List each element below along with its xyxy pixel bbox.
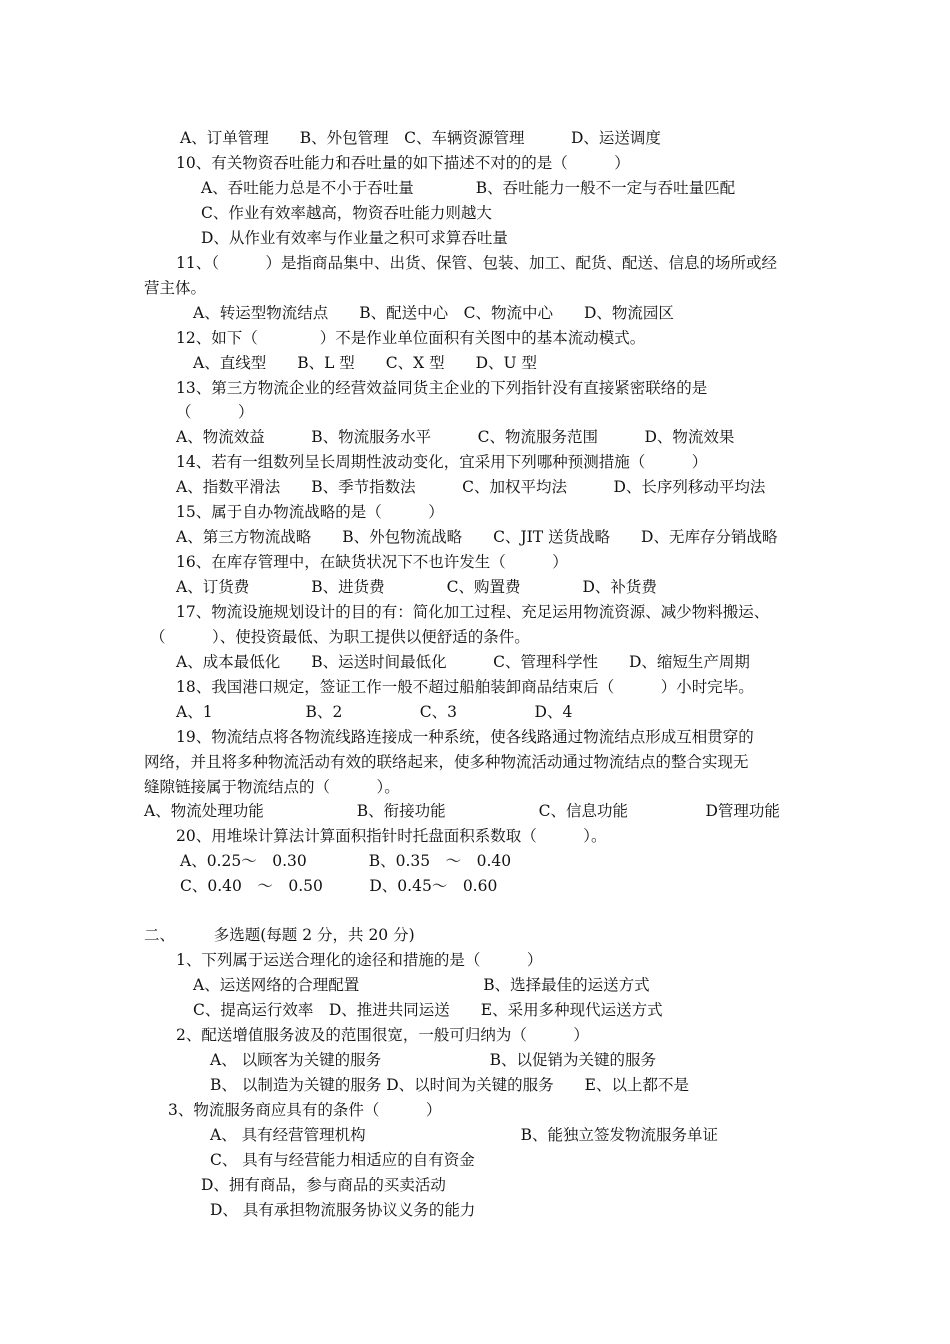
q11-options: A、转运型物流结点 B、配送中心 C、物流中心 D、物流园区 [193,304,674,322]
q19-stem-cont-1: 网络，并且将多种物流活动有效的联络起来，使多种物流活动通过物流结点的整合实现无 [144,753,749,771]
q13-stem-cont: （ ） [176,403,254,421]
q20-stem: 20、用堆垛计算法计算面积指针时托盘面积系数取（ ）。 [176,827,607,845]
mq1-options-ab: A、运送网络的合理配置 B、选择最佳的运送方式 [193,976,650,994]
q12-stem: 12、如下（ ）不是作业单位面积有关图中的基本流动模式。 [176,329,646,347]
q12-options: A、直线型 B、L 型 C、X 型 D、U 型 [193,354,538,372]
q10-stem: 10、有关物资吞吐能力和吞吐量的如下描述不对的的是（ ） [176,154,630,172]
q9-options: A、订单管理 B、外包管理 C、车辆资源管理 D、运送调度 [180,129,661,147]
q10-option-d: D、从作业有效率与作业量之积可求算吞吐量 [201,229,508,247]
mq1-stem: 1、下列属于运送合理化的途径和措施的是（ ） [176,951,543,969]
q11-stem: 11、（ ）是指商品集中、出货、保管、包装、加工、配货、配送、信息的场所或经 [176,254,777,272]
q13-stem: 13、第三方物流企业的经营效益同货主企业的下列指针没有直接紧密联络的是 [176,379,708,397]
q18-options: A、1 B、2 C、3 D、4 [176,703,573,721]
mq3-option-d1: D、拥有商品，参与商品的买卖活动 [201,1176,446,1194]
mq3-stem: 3、物流服务商应具有的条件（ ） [168,1101,442,1119]
mq3-options-ab: A、 具有经营管理机构 B、能独立签发物流服务单证 [210,1126,719,1144]
q15-stem: 15、属于自办物流战略的是（ ） [176,503,444,521]
q18-stem: 18、我国港口规定，签证工作一般不超过船舶装卸商品结束后（ ）小时完毕。 [176,678,754,696]
q14-stem: 14、若有一组数列呈长周期性波动变化，宜采用下列哪种预测措施（ ） [176,453,708,471]
mq3-option-d2: D、 具有承担物流服务协议义务的能力 [210,1201,476,1219]
mq2-options-ab: A、 以顾客为关键的服务 B、以促销为关键的服务 [210,1051,657,1069]
mq2-stem: 2、配送增值服务波及的范围很宽，一般可归纳为（ ） [176,1026,589,1044]
q17-stem-cont: （ ）、使投资最低、为职工提供以便舒适的条件。 [150,628,530,646]
q10-options-ab: A、吞吐能力总是不小于吞吐量 B、吞吐能力一般不一定与吞吐量匹配 [201,179,736,197]
q17-options: A、成本最低化 B、运送时间最低化 C、管理科学性 D、缩短生产周期 [176,653,750,671]
q16-options: A、订货费 B、进货费 C、购置费 D、补货费 [176,578,657,596]
q10-option-c: C、作业有效率越高，物资吞吐能力则越大 [201,204,492,222]
q11-stem-cont: 营主体。 [144,279,207,297]
section-2-heading: 二、 多选题(每题 2 分，共 20 分) [144,926,415,944]
q20-options-ab: A、0.25～ 0.30 B、0.35 ～ 0.40 [180,852,512,870]
q20-options-cd: C、0.40 ～ 0.50 D、0.45～ 0.60 [180,877,498,895]
q16-stem: 16、在库存管理中，在缺货状况下不也许发生（ ） [176,553,568,571]
q15-options: A、第三方物流战略 B、外包物流战略 C、JIT 送货战略 D、无库存分销战略 [176,528,778,546]
mq3-option-c: C、 具有与经营能力相适应的自有资金 [210,1151,475,1169]
q19-options: A、物流处理功能 B、衔接功能 C、信息功能 D管理功能 [144,802,780,820]
q19-stem-cont-2: 缝隙链接属于物流结点的（ ）。 [144,778,400,796]
q14-options: A、指数平滑法 B、季节指数法 C、加权平均法 D、长序列移动平均法 [176,478,766,496]
mq2-options-cde: B、 以制造为关键的服务 D、以时间为关键的服务 E、以上都不是 [210,1076,689,1094]
q17-stem: 17、物流设施规划设计的目的有：简化加工过程、充足运用物流资源、减少物料搬运、 [176,603,770,621]
mq1-options-cde: C、提高运行效率 D、推进共同运送 E、采用多种现代运送方式 [193,1001,663,1019]
q19-stem: 19、物流结点将各物流线路连接成一种系统，使各线路通过物流结点形成互相贯穿的 [176,728,754,746]
q13-options: A、物流效益 B、物流服务水平 C、物流服务范围 D、物流效果 [176,428,735,446]
